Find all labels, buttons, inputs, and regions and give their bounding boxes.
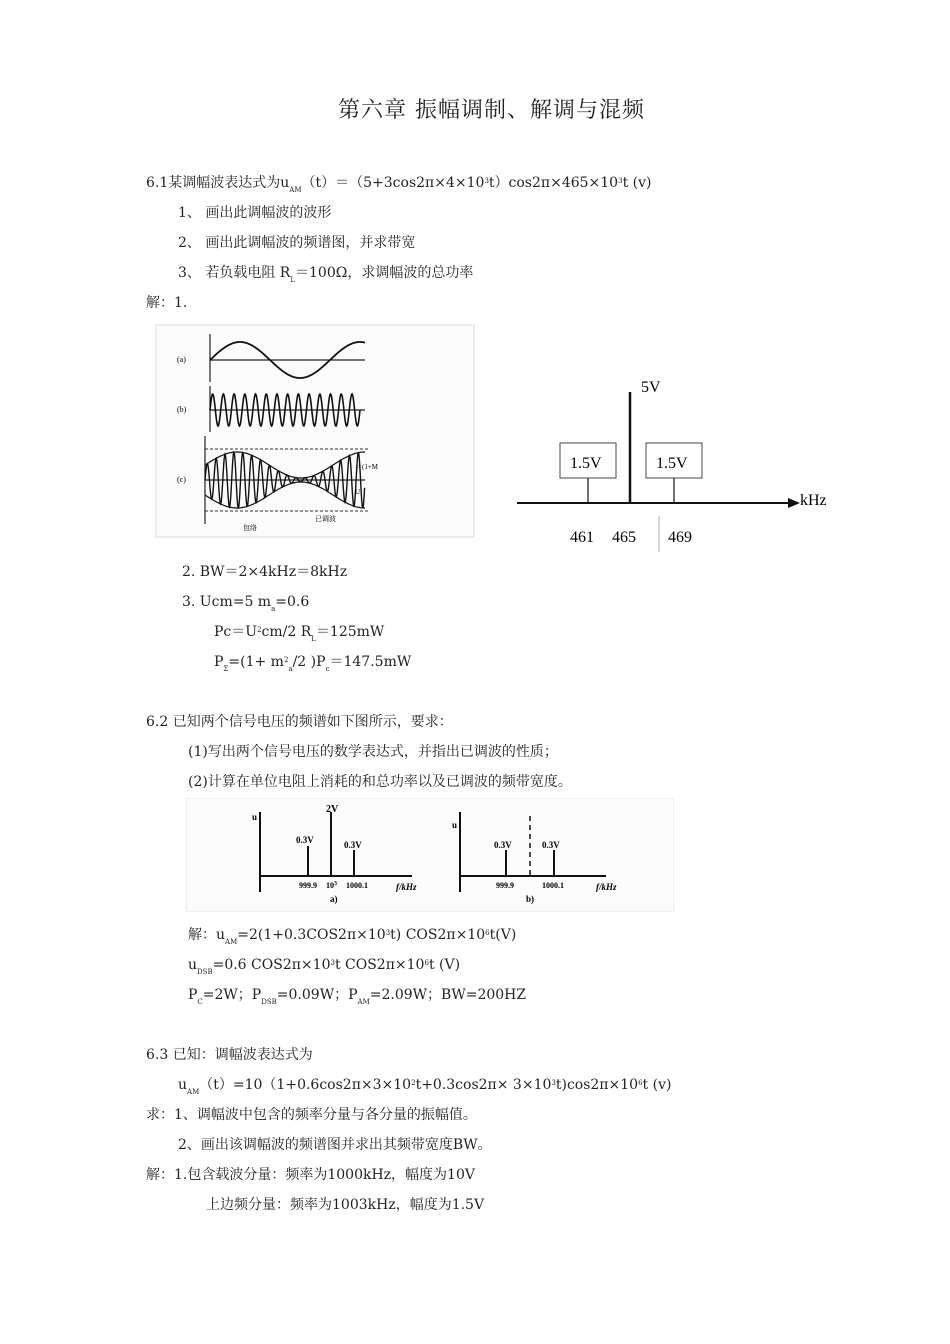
spectrum-figure-6-2 [186, 798, 674, 912]
fig-a-carrier-label: 2V [326, 804, 339, 815]
fig-b-x-label: f/kHz [596, 882, 617, 892]
fig-a-x-label: f/kHz [396, 882, 417, 892]
page-title: 第六章 振幅调制、解调与混频 [338, 98, 645, 123]
freq-unit-label: kHz [800, 492, 827, 509]
q61-solution-3: 3. Ucm=5 $m_a=0.6$ [182, 594, 310, 613]
freq-tick-465: 465 [612, 529, 636, 546]
spectrum-figure-6-1 [510, 372, 840, 552]
q61-item-2: 2、 画出此调幅波的频谱图，并求带宽 [178, 235, 416, 251]
fig-a-f2: $10^3$ [326, 881, 337, 890]
q61-solution-label: 解：1. [146, 295, 188, 311]
fig-b-caption: b) [526, 894, 535, 904]
lower-sideband-label: 1.5V [570, 455, 602, 472]
fig-b-usb-label: 0.3V [542, 840, 560, 850]
question-6-1: 6.1某调幅波表达式为$u_{AM}(t)=(5+3\cos 2\pi\times 4\times 10^3t)\cos 2\pi\times 465\times 10^3t$ (v) [146, 175, 652, 194]
fig-a-usb-label: 0.3V [344, 840, 362, 850]
fig-a-lsb-label: 0.3V [296, 835, 314, 845]
fig-label-c: (c) [177, 475, 186, 484]
fig-a-caption: a) [330, 894, 338, 904]
freq-tick-469: 469 [668, 529, 692, 546]
q62-answer-1: 解：$u_{AM}=2(1+0.3COS2\pi\times 10^3t)$ $COS2\pi\times 10^6t(V)$ [188, 927, 517, 946]
fig-annotation-envelope: 包络 [243, 524, 257, 532]
carrier-amplitude-label: 5V [641, 379, 661, 396]
fig-label-a: (a) [177, 355, 186, 364]
fig-b-lsb-label: 0.3V [494, 840, 512, 850]
q63-solution-1: 解：1.包含载波分量：频率为1000kHz，幅度为10V [146, 1167, 475, 1183]
q62-answer-2: $u_{DSB}=0.6$ $COS2\pi\times 10^3t$ $COS2\pi\times 10^6t$ (V) [188, 957, 461, 976]
q61-solution-2: 2. BW＝2×4kHz＝8kHz [182, 564, 348, 580]
q63-requirement-1: 求：1、调幅波中包含的频率分量与各分量的振幅值。 [146, 1107, 477, 1123]
fig-b-f3: 1000.1 [542, 881, 564, 890]
q61-item-1: 1、 画出此调幅波的波形 [178, 205, 332, 221]
q61-item-3: 3、 若负载电阻 $R_L=100\Omega$，求调幅波的总功率 [178, 265, 474, 284]
am-waveform-figure [155, 324, 475, 538]
question-6-3: 6.3 已知：调幅波表达式为 [146, 1047, 313, 1063]
question-6-2: 6.2 已知两个信号电压的频谱如下图所示，要求： [146, 714, 453, 730]
q62-answer-3: $P_C=2W$；$P_{DSB}=0.09W$；$P_{AM}=2.09W$；BW=200HZ [188, 987, 527, 1006]
fig-b-y-label: u [452, 820, 458, 830]
fig-label-b: (b) [177, 405, 187, 414]
q62-item-2: (2)计算在单位电阻上消耗的和总功率以及已调波的频带宽度。 [188, 774, 572, 790]
upper-sideband-label: 1.5V [656, 455, 688, 472]
fig-annotation-max: ＝(1+M [355, 463, 379, 471]
fig-a-f3: 1000.1 [346, 881, 368, 890]
q61-solution-4: $Pc=U^2cm/2$ $R_L=125mW$ [214, 624, 385, 643]
freq-tick-461: 461 [570, 529, 594, 546]
q62-item-1: (1)写出两个信号电压的数学表达式，并指出已调波的性质； [188, 744, 558, 760]
fig-annotation-u: U [355, 488, 361, 496]
fig-annotation-am: 已调波 [315, 515, 336, 523]
fig-a-y-label: u [252, 812, 258, 822]
q63-solution-2: 上边频分量：频率为1003kHz，幅度为1.5V [206, 1197, 485, 1213]
fig-a-f1: 999.9 [299, 881, 317, 890]
q63-requirement-2: 2、画出该调幅波的频谱图并求出其频带宽度BW。 [178, 1137, 492, 1153]
q61-solution-5: $P_\Sigma=(1+ m^2_a/2$ )$P_c=147.5mW$ [214, 654, 412, 673]
fig-b-f1: 999.9 [496, 881, 514, 890]
q63-expression: $u_{AM}(t)=10(1+0.6\cos 2\pi\times 3\times 10^2t+0.3\cos 2\pi\times 3\times 10^3t)\cos 2\pi\times 10^6t$ (v) [178, 1077, 672, 1096]
